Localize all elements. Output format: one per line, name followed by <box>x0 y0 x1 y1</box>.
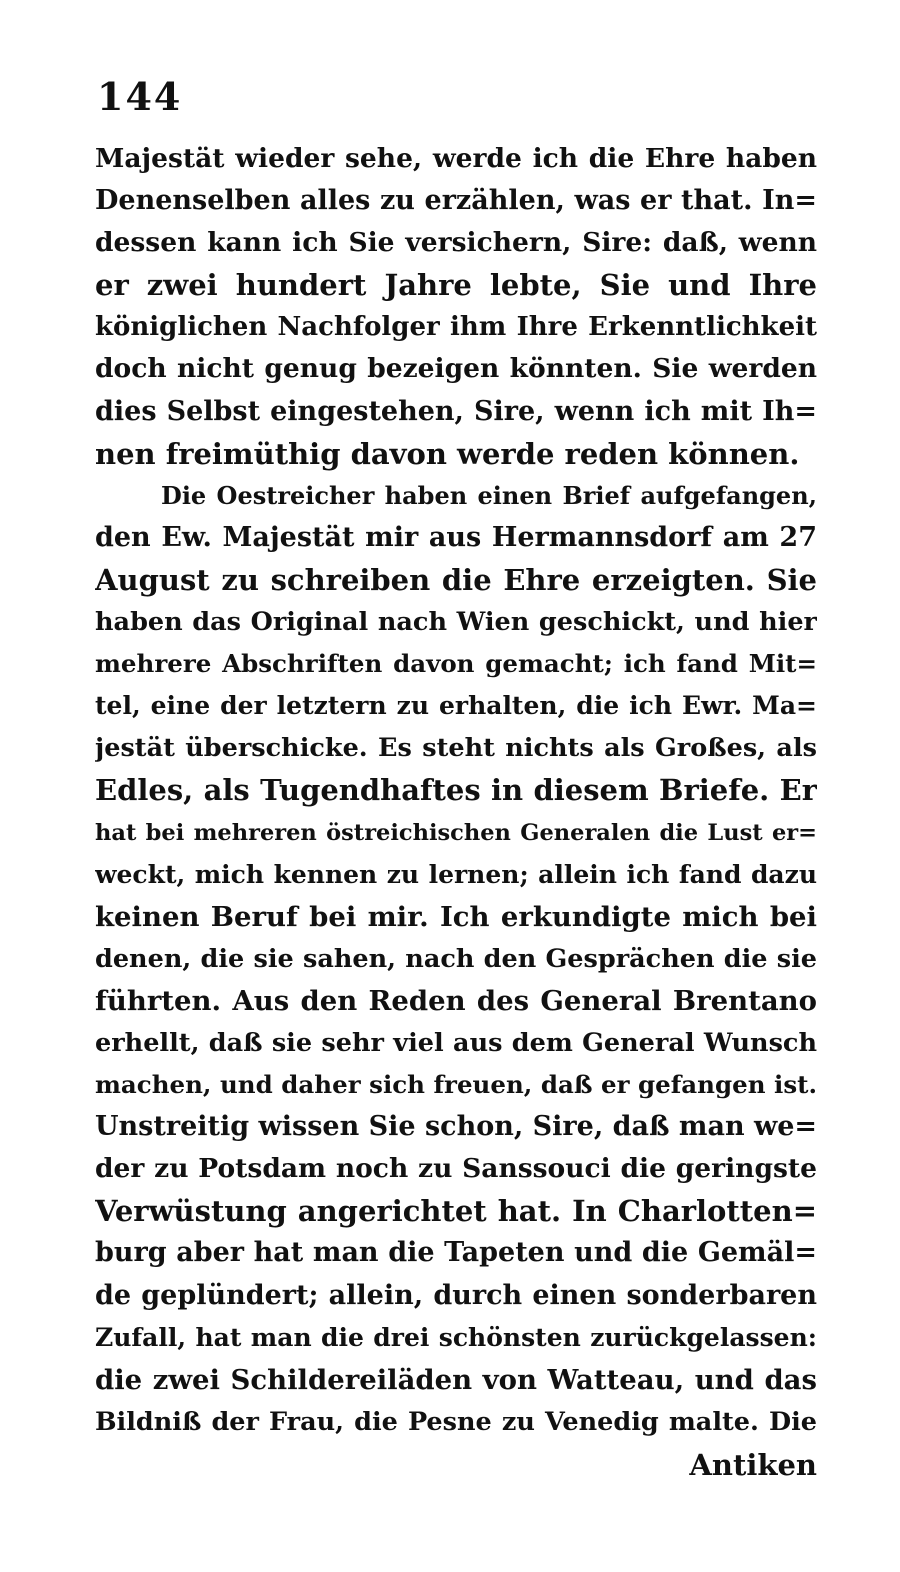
paragraph-last-line: nen freimüthig davon werde reden können. <box>95 436 800 471</box>
text-line: führten. Aus den Reden des General Brentano <box>95 984 817 1017</box>
text-line: Bildniß der Frau, die Pesne zu Venedig malte. Die <box>95 1406 817 1437</box>
text-line: jestät überschicke. Es steht nichts als Großes, als <box>95 733 817 764</box>
text-line: weckt, mich kennen zu lernen; allein ich fand dazu <box>95 859 817 889</box>
text-line: Denenselben alles zu erzählen, was er that. In= <box>95 185 817 217</box>
text-line: doch nicht genug bezeigen könnten. Sie werden <box>95 353 817 385</box>
text-line: burg aber hat man die Tapeten und die Gemäl= <box>95 1237 817 1269</box>
text-line: mehrere Abschriften davon gemacht; ich fand Mit= <box>95 649 817 679</box>
text-line: August zu schreiben die Ehre erzeigten. Sie <box>95 562 817 597</box>
text-line: dessen kann ich Sie versichern, Sire: daß, wenn <box>95 227 817 259</box>
text-line: die zwei Schildereiläden von Watteau, und das <box>95 1363 817 1396</box>
text-line: Unstreitig wissen Sie schon, Sire, daß man we= <box>95 1111 817 1143</box>
text-line: königlichen Nachfolger ihm Ihre Erkenntlichkeit <box>95 312 817 343</box>
text-line: haben das Original nach Wien geschickt, und hier <box>95 607 817 638</box>
text-line: denen, die sie sahen, nach den Gesprächen die sie <box>95 943 817 974</box>
text-line: den Ew. Majestät mir aus Hermannsdorf am 27 <box>95 521 817 553</box>
page-number: 144 <box>97 74 183 119</box>
text-line: hat bei mehreren östreichischen Generalen die Lust er= <box>95 819 817 846</box>
catchword: Antiken <box>689 1448 817 1482</box>
paragraph-first-line: Die Oestreicher haben einen Brief aufgefangen, <box>161 480 817 510</box>
body-text <box>95 138 817 1443</box>
text-line: tel, eine der letztern zu erhalten, die ich Ewr. Ma= <box>95 691 817 721</box>
text-line: dies Selbst eingestehen, Sire, wenn ich mit Ih= <box>95 395 817 427</box>
text-line: Majestät wieder sehe, werde ich die Ehre haben <box>95 143 817 174</box>
text-line: Zufall, hat man die drei schönsten zurückgelassen: <box>95 1322 817 1352</box>
text-line: keinen Beruf bei mir. Ich erkundigte mich bei <box>95 900 817 933</box>
text-line: der zu Potsdam noch zu Sanssouci die geringste <box>95 1153 817 1185</box>
text-line: Edles, als Tugendhaftes in diesem Briefe. Er <box>95 773 817 808</box>
text-line: machen, und daher sich freuen, daß er gefangen ist. <box>95 1070 817 1100</box>
text-line: erhellt, daß sie sehr viel aus dem General Wunsch <box>95 1027 817 1058</box>
text-line: de geplündert; allein, durch einen sonderbaren <box>95 1279 817 1311</box>
text-line: er zwei hundert Jahre lebte, Sie und Ihre <box>95 268 817 303</box>
text-line: Verwüstung angerichtet hat. In Charlotten= <box>95 1194 817 1229</box>
